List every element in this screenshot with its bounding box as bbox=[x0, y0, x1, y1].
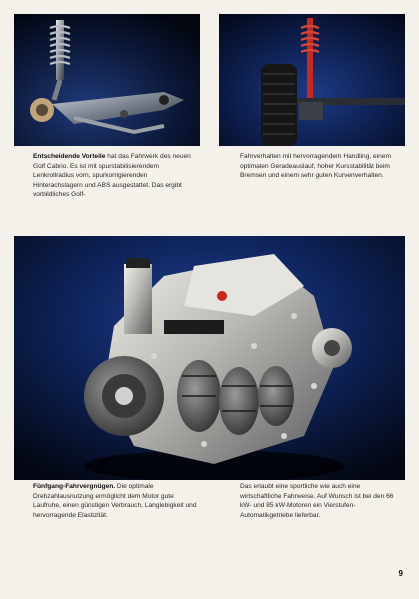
gearbox-heading: Fünfgang-Fahrvergnügen. bbox=[33, 483, 116, 490]
front-suspension-photo bbox=[14, 14, 200, 146]
suspension-text bbox=[33, 152, 193, 200]
suspension-heading: Entscheidende Vorteile bbox=[33, 153, 106, 160]
rear-suspension-photo bbox=[219, 14, 405, 146]
suspension-continuation-text bbox=[240, 152, 398, 181]
suspension-body: hat das Fahrwerk des neuen Golf Cabrio. Es ist mit spurstabilisierendem Lenkrollradius vorn, spurkorrigierenden Hinterachslagern und ABS ausgestattet. Das ergibt vorbildliches Golf- bbox=[33, 153, 191, 199]
page-number: 9 bbox=[398, 569, 403, 578]
five-speed-gearbox-photo bbox=[14, 236, 405, 480]
gearbox-continuation: Das erlaubt eine sportliche wie auch eine wirtschaftliche Fahrweise. Auf Wunsch ist bei den 66 kW- und 85 kW-Motoren ein Vierstufen-Automatikgetriebe lieferbar. bbox=[240, 483, 394, 519]
gearbox-text bbox=[33, 482, 201, 520]
suspension-continuation: Fahrverhalten mit hervorragendem Handling, einem optimalen Geradeauslauf, hoher Kursstabilität beim Bremsen und einem sehr guten Kurvenverhalten. bbox=[240, 153, 391, 180]
gearbox-continuation-text bbox=[240, 482, 400, 520]
gearbox-body: Die optimale Drehzahlausnutzung ermöglicht dem Motor gute Laufruhe, einen günstigen Verbrauch, Langlebigkeit und hervorragende Elastizität. bbox=[33, 483, 197, 519]
